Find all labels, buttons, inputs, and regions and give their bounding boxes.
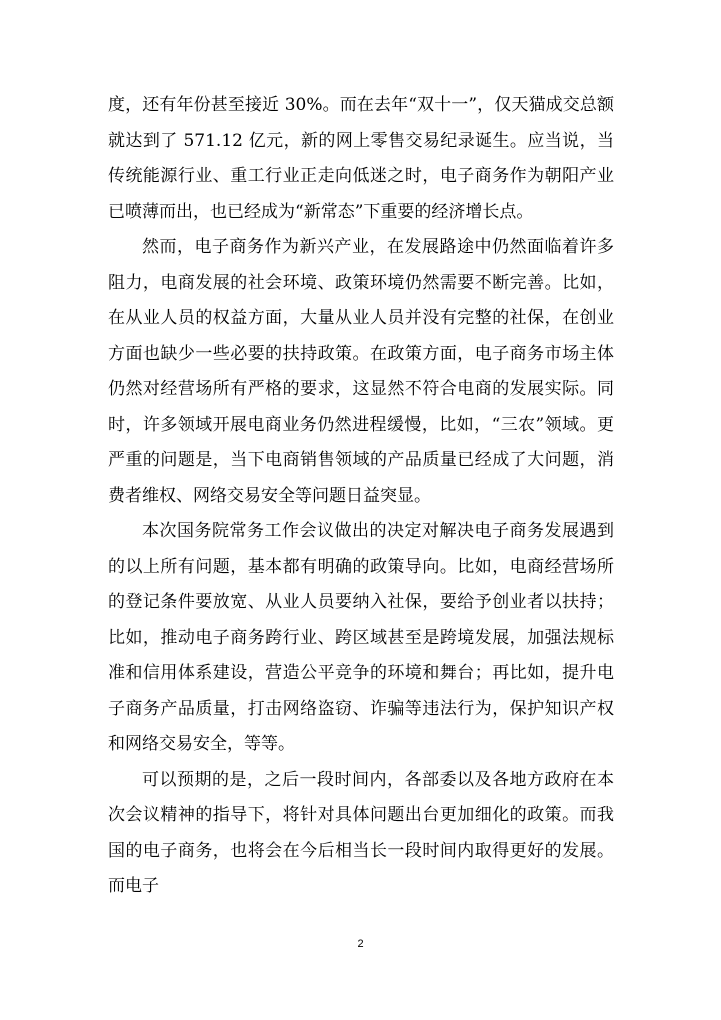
paragraph-4: 可以预期的是，之后一段时间内，各部委以及各地方政府在本次会议精神的指导下，将针对具体问题出台更加细化的政策。而我国的电子商务，也将会在今后相当长一段时间内取得更好的发展。而电子	[108, 769, 614, 896]
paragraph-1: 度，还有年份甚至接近 30%。而在去年“双十一”，仅天猫成交总额就达到了 571.12 亿元，新的网上零售交易纪录诞生。应当说，当传统能源行业、重工行业正走向低迷之时，电子商务作为朝阳产业已喷薄而出，也已经成为“新常态”下重要的经济增长点。	[108, 95, 614, 222]
paragraph-2: 然而，电子商务作为新兴产业，在发展路途中仍然面临着许多阻力，电商发展的社会环境、政策环境仍然需要不断完善。比如，在从业人员的权益方面，大量从业人员并没有完整的社保，在创业方面也缺少一些必要的扶持政策。在政策方面，电子商务市场主体仍然对经营场所有严格的要求，这显然不符合电商的发展实际。同时，许多领域开展电商业务仍然进程缓慢，比如，“三农”领域。更严重的问题是，当下电商销售领域的产品质量已经成了大问题，消费者维权、网络交易安全等问题日益突显。	[108, 237, 614, 506]
document-body	[108, 88, 614, 905]
page-number: 2	[357, 938, 364, 950]
paragraph-3: 本次国务院常务工作会议做出的决定对解决电子商务发展遇到的以上所有问题，基本都有明确的政策导向。比如，电商经营场所的登记条件要放宽、从业人员要纳入社保，要给予创业者以扶持；比如，推动电子商务跨行业、跨区域甚至是跨境发展，加强法规标准和信用体系建设，营造公平竞争的环境和舞台；再比如，提升电子商务产品质量，打击网络盗窃、诈骗等违法行为，保护知识产权和网络交易安全，等等。	[108, 521, 614, 754]
